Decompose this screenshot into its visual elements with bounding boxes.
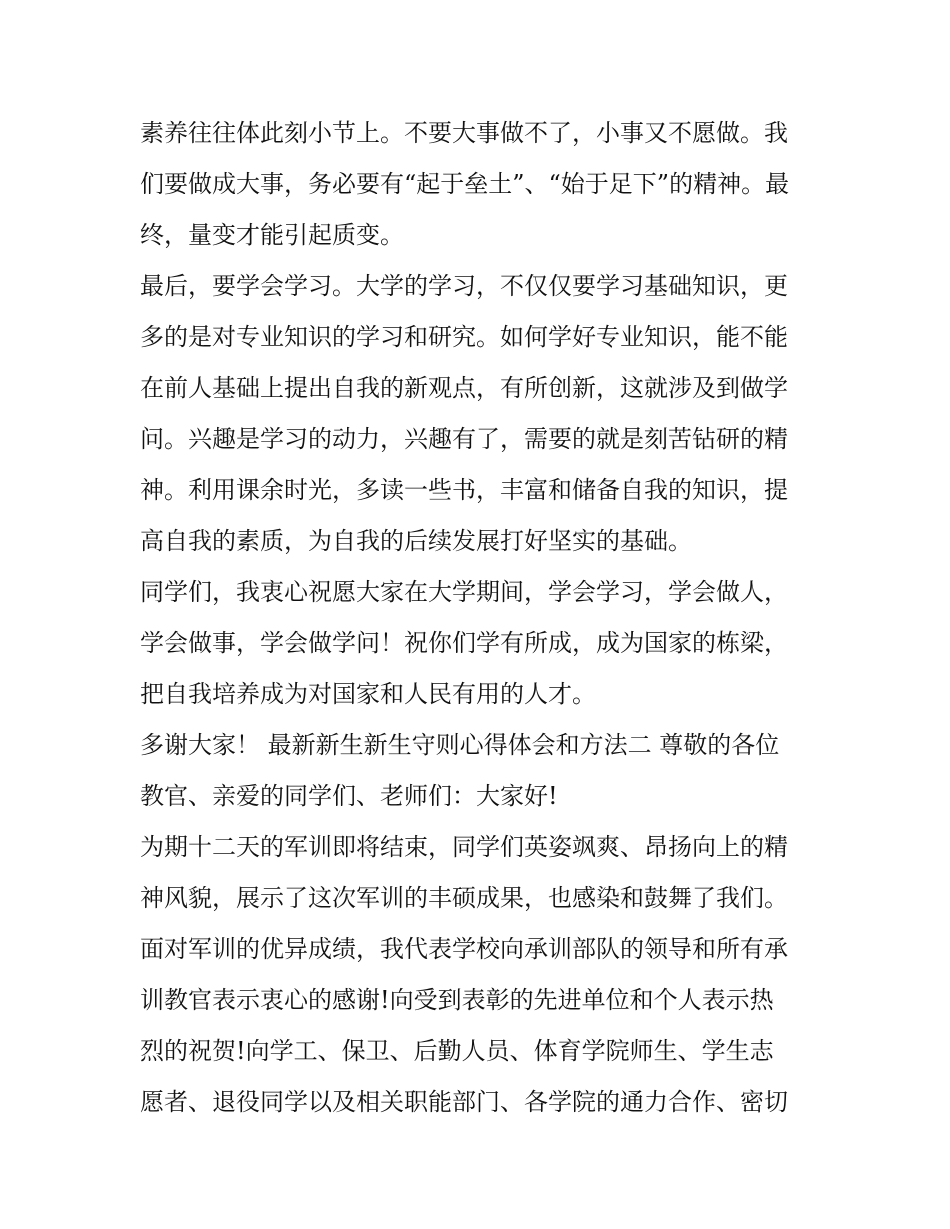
text-line: 愿者、退役同学以及相关职能部门、各学院的通力合作、密切 (140, 1088, 788, 1116)
text-line: 最后，要学会学习。大学的学习，不仅仅要学习基础知识，更 (140, 272, 788, 300)
text-line: 问。兴趣是学习的动力，兴趣有了，需要的就是刻苦钻研的精 (140, 425, 788, 453)
text-line: 在前人基础上提出自我的新观点，有所创新，这就涉及到做学 (140, 374, 788, 402)
text-line: 们要做成大事，务必要有“起于垒土”、“始于足下”的精神。最 (140, 170, 790, 198)
text-line: 面对军训的优异成绩，我代表学校向承训部队的领导和所有承 (140, 935, 788, 963)
text-line: 神风貌，展示了这次军训的丰硕成果，也感染和鼓舞了我们。 (140, 884, 788, 912)
text-line: 烈的祝贺!向学工、保卫、后勤人员、体育学院师生、学生志 (140, 1037, 774, 1065)
text-line: 终，量变才能引起质变。 (140, 221, 404, 249)
text-line: 训教官表示衷心的感谢!向受到表彰的先进单位和个人表示热 (140, 986, 774, 1014)
body-text (140, 108, 820, 1128)
text-line: 素养往往体此刻小节上。不要大事做不了，小事又不愿做。我 (140, 119, 788, 147)
text-line: 多的是对专业知识的学习和研究。如何学好专业知识，能不能 (140, 323, 788, 351)
text-line: 同学们，我衷心祝愿大家在大学期间，学会学习，学会做人， (140, 578, 788, 606)
text-line: 高自我的素质，为自我的后续发展打好坚实的基础。 (140, 527, 692, 555)
text-line: 为期十二天的军训即将结束，同学们英姿飒爽、昂扬向上的精 (140, 833, 788, 861)
text-line: 多谢大家！ 最新新生新生守则心得体会和方法二 尊敬的各位 (140, 731, 780, 759)
text-line: 神。利用课余时光，多读一些书，丰富和储备自我的知识，提 (140, 476, 788, 504)
text-line: 学会做事，学会做学问！祝你们学有所成，成为国家的栋梁， (140, 629, 788, 657)
text-line: 教官、亲爱的同学们、老师们：大家好! (140, 782, 558, 810)
text-line: 把自我培养成为对国家和人民有用的人才。 (140, 680, 596, 708)
